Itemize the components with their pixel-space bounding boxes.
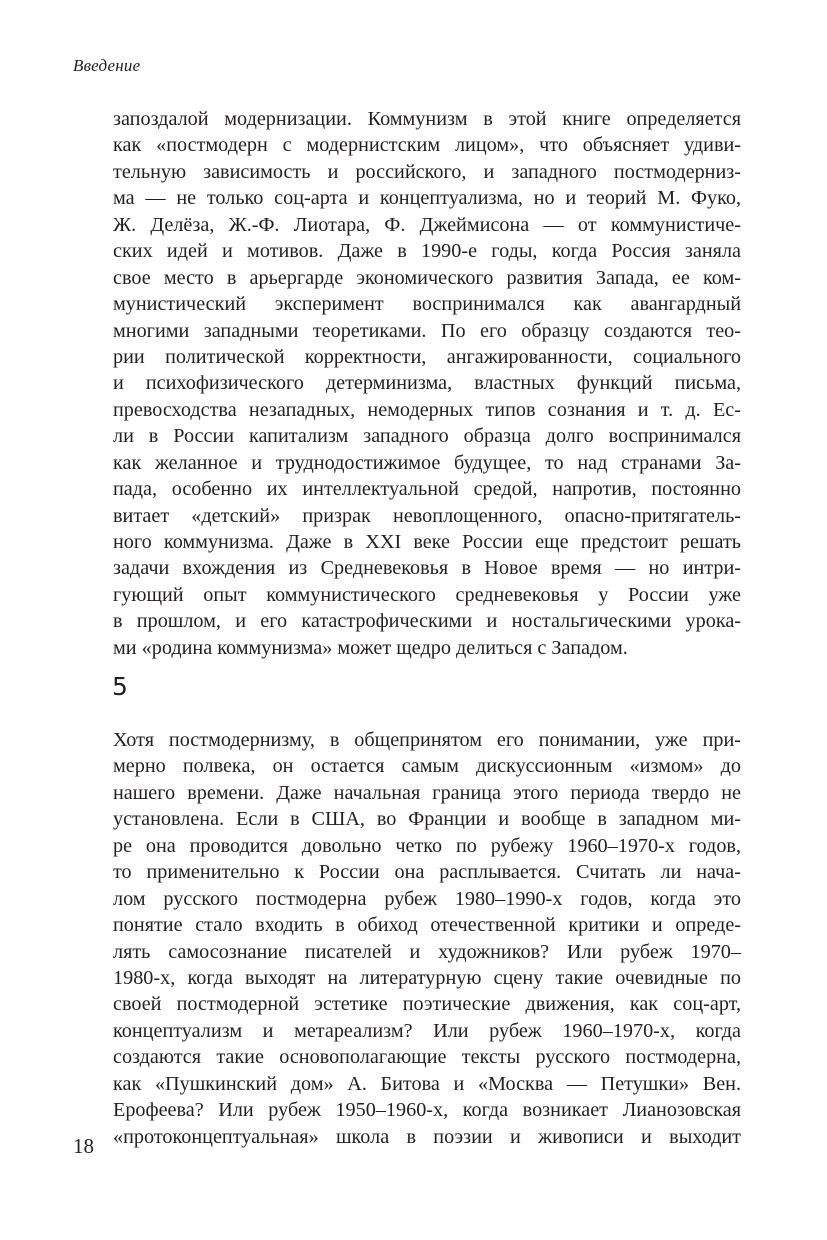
text-line: гующий опыт коммунистического средневековья у России уже <box>113 583 741 606</box>
text-line: ре она проводится довольно четко по рубежу 1960–1970-х годов, <box>113 834 741 857</box>
text-line: лять самосознание писателей и художников? Или рубеж 1970– <box>113 940 741 963</box>
text-line: тельную зависимость и российского, и западного постмодерниз- <box>113 160 741 183</box>
text-line: создаются такие основополагающие тексты русского постмодерна, <box>113 1046 741 1069</box>
text-line: ских идей и мотивов. Даже в 1990-е годы, когда Россия заняла <box>113 240 741 263</box>
text-line: нашего времени. Даже начальная граница этого периода твердо не <box>113 781 741 804</box>
text-line: лом русского постмодерна рубеж 1980–1990-х годов, когда это <box>113 887 741 910</box>
paragraph-1 <box>113 106 741 661</box>
text-line: концептуализм и метареализм? Или рубеж 1960–1970-х, когда <box>113 1019 741 1042</box>
text-line: многими западными теоретиками. По его образцу создаются тео- <box>113 319 741 342</box>
text-line: запоздалой модернизации. Коммунизм в этой книге определяется <box>113 108 741 130</box>
text-line: ми «родина коммунизма» может щедро делиться с Западом. <box>113 636 628 659</box>
text-line: пада, особенно их интеллектуальной средой, напротив, постоянно <box>113 478 741 501</box>
text-line: Ж. Делёза, Ж.-Ф. Лиотара, Ф. Джеймисона — от коммунистиче- <box>113 213 741 236</box>
text-line: ли в России капитализм западного образца долго воспринимался <box>113 425 741 448</box>
text-line: в прошлом, и его катастрофическими и ностальгическими урока- <box>113 610 741 633</box>
text-line: задачи вхождения из Средневековья в Новое время — но интри- <box>113 557 741 580</box>
text-line: Ерофеева? Или рубеж 1950–1960-х, когда возникает Лианозовская <box>113 1099 741 1122</box>
text-line: Хотя постмодернизму, в общепринятом его понимании, уже при- <box>113 729 741 751</box>
text-line: 1980-х, когда выходят на литературную сцену такие очевидные по <box>113 966 741 989</box>
section-number: 5 <box>112 672 128 701</box>
text-line: рии политической корректности, ангажированности, социального <box>113 345 741 368</box>
page-number: 18 <box>73 1134 94 1158</box>
text-line: мерно полвека, он остается самым дискуссионным «измом» до <box>113 755 741 778</box>
text-line: ного коммунизма. Даже в XXI веке России еще предстоит решать <box>113 531 741 553</box>
running-head: Введение <box>73 56 141 75</box>
text-line: ма — не только соц-арта и концептуализма, но и теорий М. Фуко, <box>113 187 741 210</box>
text-line: свое место в арьергарде экономического развития Запада, ее ком- <box>113 266 741 289</box>
text-line: установлена. Если в США, во Франции и вообще в западном ми- <box>113 808 741 831</box>
text-line: как «постмодерн с модернистским лицом», что объясняет удиви- <box>113 134 741 157</box>
text-line: мунистический эксперимент воспринимался как авангардный <box>113 293 741 316</box>
paragraph-2 <box>113 727 741 1150</box>
text-line: то применительно к России она расплывается. Считать ли нача- <box>113 861 741 884</box>
text-line: витает «детский» призрак невоплощенного, опасно-притягатель- <box>113 504 741 527</box>
text-line: превосходства незападных, немодерных типов сознания и т. д. Ес- <box>113 398 741 421</box>
text-line: как желанное и труднодостижимое будущее, то над странами За- <box>113 451 741 474</box>
text-line: понятие стало входить в обиход отечественной критики и опреде- <box>113 914 741 937</box>
text-line: как «Пушкинский дом» А. Битова и «Москва — Петушки» Вен. <box>113 1072 741 1095</box>
text-line: и психофизического детерминизма, властных функций письма, <box>113 372 741 395</box>
text-line: «протоконцептуальная» школа в поэзии и живописи и выходит <box>113 1125 741 1148</box>
text-line: своей постмодерной эстетике поэтические движения, как соц-арт, <box>113 993 741 1016</box>
